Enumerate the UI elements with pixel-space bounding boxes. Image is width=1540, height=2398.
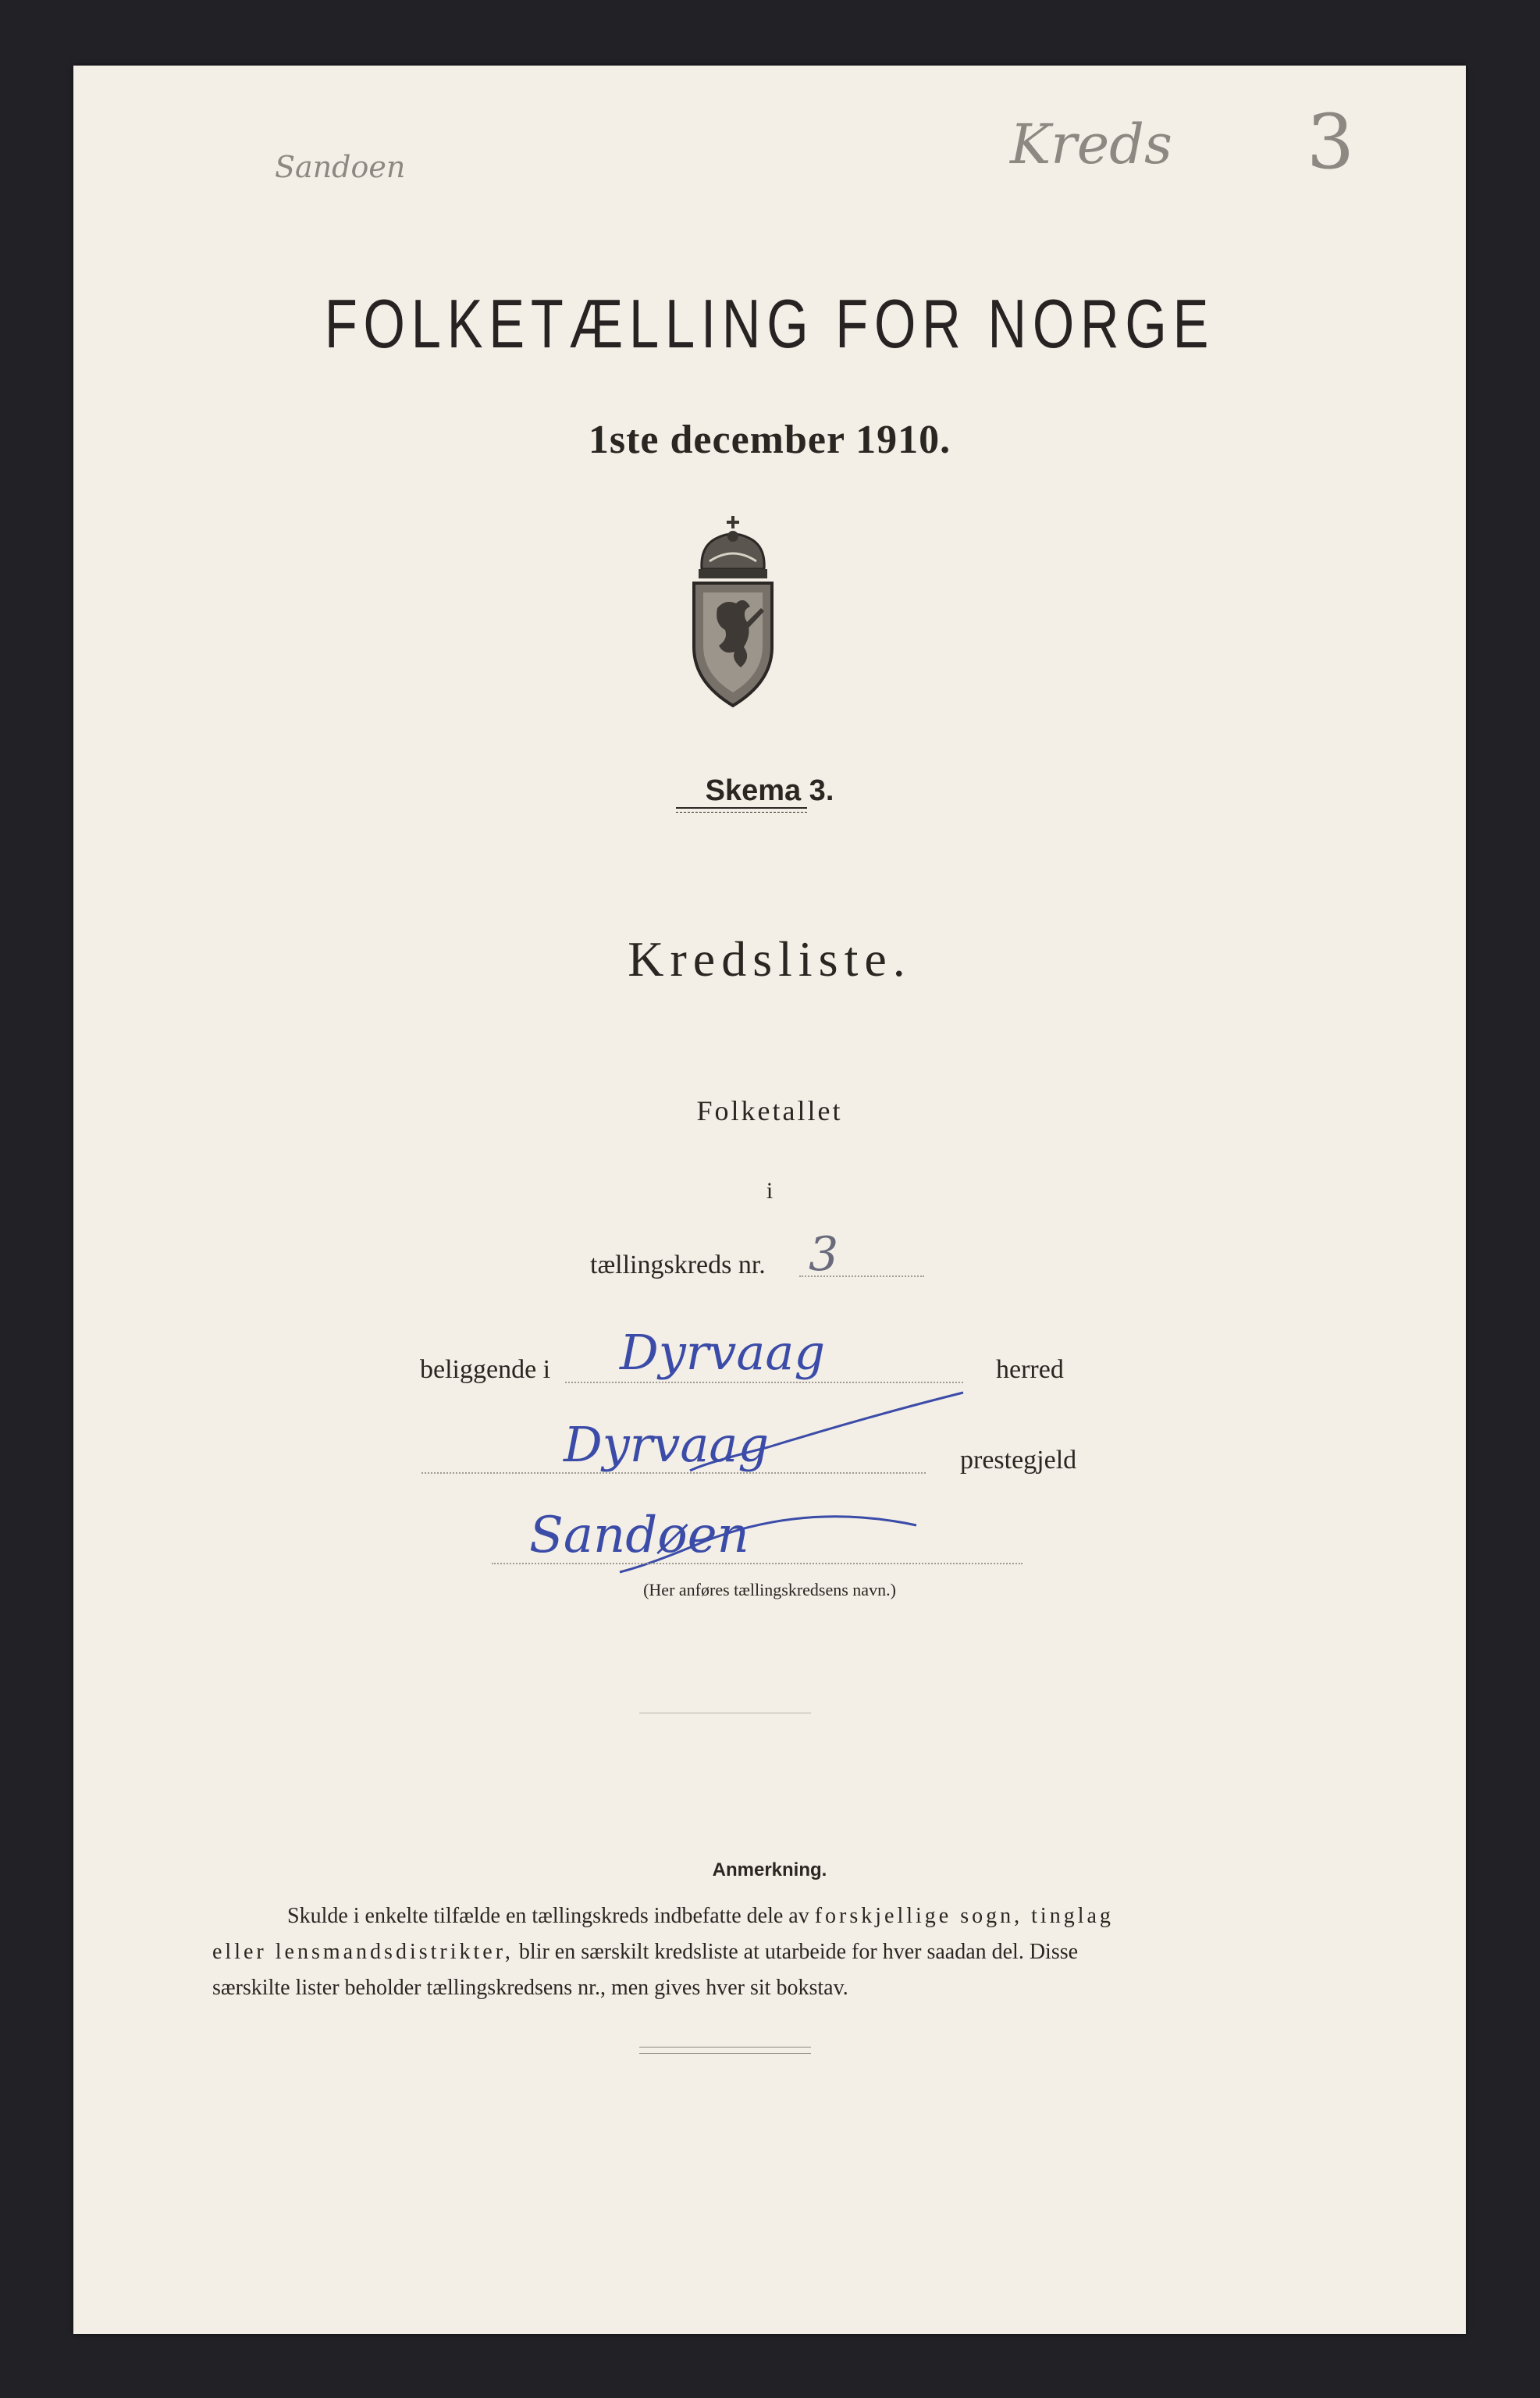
herred-line — [565, 1382, 963, 1383]
remark-line-2-a: eller lensmandsdistrikter, — [212, 1940, 514, 1964]
remark-title: Anmerkning. — [712, 1859, 827, 1880]
district-number-label: tællingskreds nr. — [590, 1251, 766, 1279]
pencil-note-middle: Kreds — [1010, 112, 1172, 176]
bottom-rule-1 — [639, 2047, 811, 2048]
remark-line-1-b: forskjellige sogn, tinglag — [814, 1904, 1114, 1928]
schema-number: Skema 3. — [705, 774, 834, 807]
herred-label: herred — [996, 1355, 1064, 1384]
schema-underline — [676, 807, 807, 809]
census-date: 1ste december 1910. — [588, 418, 951, 462]
herred-value: Dyrvaag — [620, 1324, 826, 1381]
remark-text — [212, 1898, 1360, 2006]
pencil-note-right: 3 — [1307, 98, 1355, 186]
district-name-value: Sandøen — [529, 1507, 749, 1564]
prestegjeld-value: Dyrvaag — [564, 1416, 770, 1473]
pencil-note-left: Sandoen — [275, 150, 406, 184]
census-form-page — [73, 66, 1466, 2334]
remark-line-3: særskilte lister beholder tællingskredsens nr., men gives hver sit bokstav. — [212, 1976, 848, 2000]
prestegjeld-label: prestegjeld — [960, 1446, 1077, 1475]
coat-of-arms-icon — [686, 514, 780, 710]
remark-line-1 — [212, 1898, 1360, 1934]
schema-underline-dashed — [676, 812, 807, 813]
located-in-label: beliggende i — [420, 1355, 551, 1384]
form-heading: Kredsliste. — [628, 931, 912, 987]
form-subheading: Folketallet — [696, 1095, 843, 1126]
district-name-note: (Her anføres tællingskredsens navn.) — [643, 1580, 896, 1599]
document-title: FOLKETÆLLING FOR NORGE — [324, 285, 1215, 362]
bottom-rule-2 — [639, 2053, 811, 2054]
district-number-value: 3 — [809, 1227, 839, 1282]
remark-line-2-b: blir en særskilt kredsliste at utarbeide for hver saadan del. Disse — [518, 1940, 1079, 1964]
remark-line-1-a: Skulde i enkelte tilfælde en tællingskreds indbefatte dele av — [287, 1904, 809, 1928]
remark-line-2 — [212, 1934, 1360, 1970]
connector-word: i — [766, 1178, 774, 1204]
